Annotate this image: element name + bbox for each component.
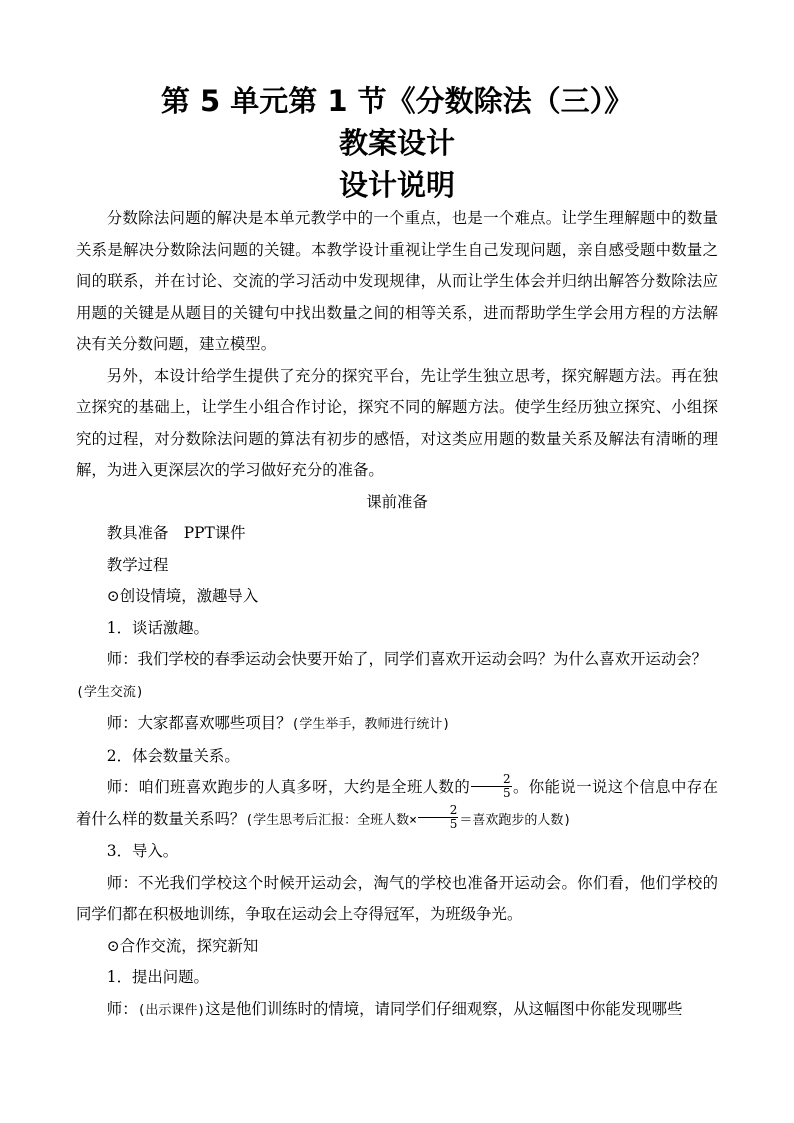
- heading-process: 教学过程: [106, 555, 169, 574]
- section-1-dialogue-2: [76, 708, 718, 741]
- paragraph-intro: 分数除法问题的解决是本单元教学中的一个重点，也是一个难点。让学生理解题中的数量关系是解决分数除法问题的关键。本教学设计重视让学生自己发现问题，亲自感受题中数量之间的联系，并在讨论、交流的学习活动中发现规律，从而让学生体会并归纳出解答分数除法应用题的关键是从题目的关键句中找出数量之间的相等关系，进而帮助学生学会用方程的方法解决有关分数问题，建立模型。: [76, 209, 718, 353]
- fraction-denominator: 5: [449, 817, 458, 831]
- teacher-line: 师：: [106, 999, 138, 1018]
- section-1-item-2: 2．体会数量关系。: [106, 746, 240, 765]
- fraction-numerator: 2: [471, 773, 511, 787]
- prep-items: 教具准备 PPT课件: [106, 524, 246, 542]
- title-line-2: 教案设计: [338, 126, 455, 160]
- teacher-line: 师：我们学校的春季运动会快要开始了，同学们喜欢开运动会吗？为什么喜欢开运动会？: [106, 650, 708, 668]
- section-2-item-1: 1．提出问题。: [106, 968, 209, 986]
- section-1-dialogue-4: 师：不光我们学校这个时候开运动会，淘气的学校也准备开运动会。你们看，他们学校的同学们都在积极地训练，争取在运动会上夺得冠军，为班级争光。: [76, 873, 718, 923]
- section-1-item-1: 1．谈话激趣。: [106, 618, 209, 637]
- teacher-line-cont: 这是他们训练时的情境，请同学们仔细观察，从这幅图中你能发现哪些: [205, 999, 683, 1018]
- student-note-cont: ＝喜欢跑步的人数): [459, 812, 572, 828]
- heading-prep: 课前准备: [366, 492, 428, 511]
- title-line-1: 第 5 单元第 1 节《分数除法（三）》: [160, 84, 634, 118]
- paragraph-additional: 另外，本设计给学生提供了充分的探究平台，先让学生独立思考，探究解题方法。再在独立探究的基础上，让学生小组合作讨论，探究不同的解题方法。使学生经历独立探究、小组探究的过程，对分数除法问题的算法有初步的感悟，对这类应用题的数量关系及解法有清晰的理解，为进入更深层次的学习做好充分的准备。: [76, 366, 718, 479]
- title-line-3: 设计说明: [338, 168, 455, 202]
- section-1-dialogue-3: [76, 772, 718, 836]
- teacher-line: 师：大家都喜欢哪些项目？: [106, 714, 292, 732]
- student-note: (学生思考后汇报：全班人数×: [245, 812, 417, 828]
- document-body: [76, 203, 718, 1026]
- student-note: (学生交流): [76, 684, 144, 700]
- section-1-dialogue-1: [76, 644, 718, 708]
- fraction: [471, 773, 511, 800]
- teacher-line: 师：咱们班喜欢跑步的人真多呀，大约是全班人数的: [106, 778, 471, 796]
- fraction-numerator: 2: [418, 804, 458, 818]
- section-2-heading: ⊙合作交流，探究新知: [106, 936, 259, 955]
- student-note: (学生举手，教师进行统计): [291, 717, 451, 732]
- fraction-denominator: 5: [502, 785, 511, 800]
- courseware-note: (出示课件): [137, 1002, 206, 1018]
- section-2-dialogue-1: [76, 994, 718, 1027]
- section-1-heading: ⊙创设情境，激趣导入: [106, 587, 259, 605]
- teacher-line-cont: 。你能说一说这个信息中存在着什么样的数量关系吗？: [76, 778, 718, 828]
- section-1-item-3: 3．导入。: [106, 842, 179, 860]
- fraction: [418, 804, 458, 831]
